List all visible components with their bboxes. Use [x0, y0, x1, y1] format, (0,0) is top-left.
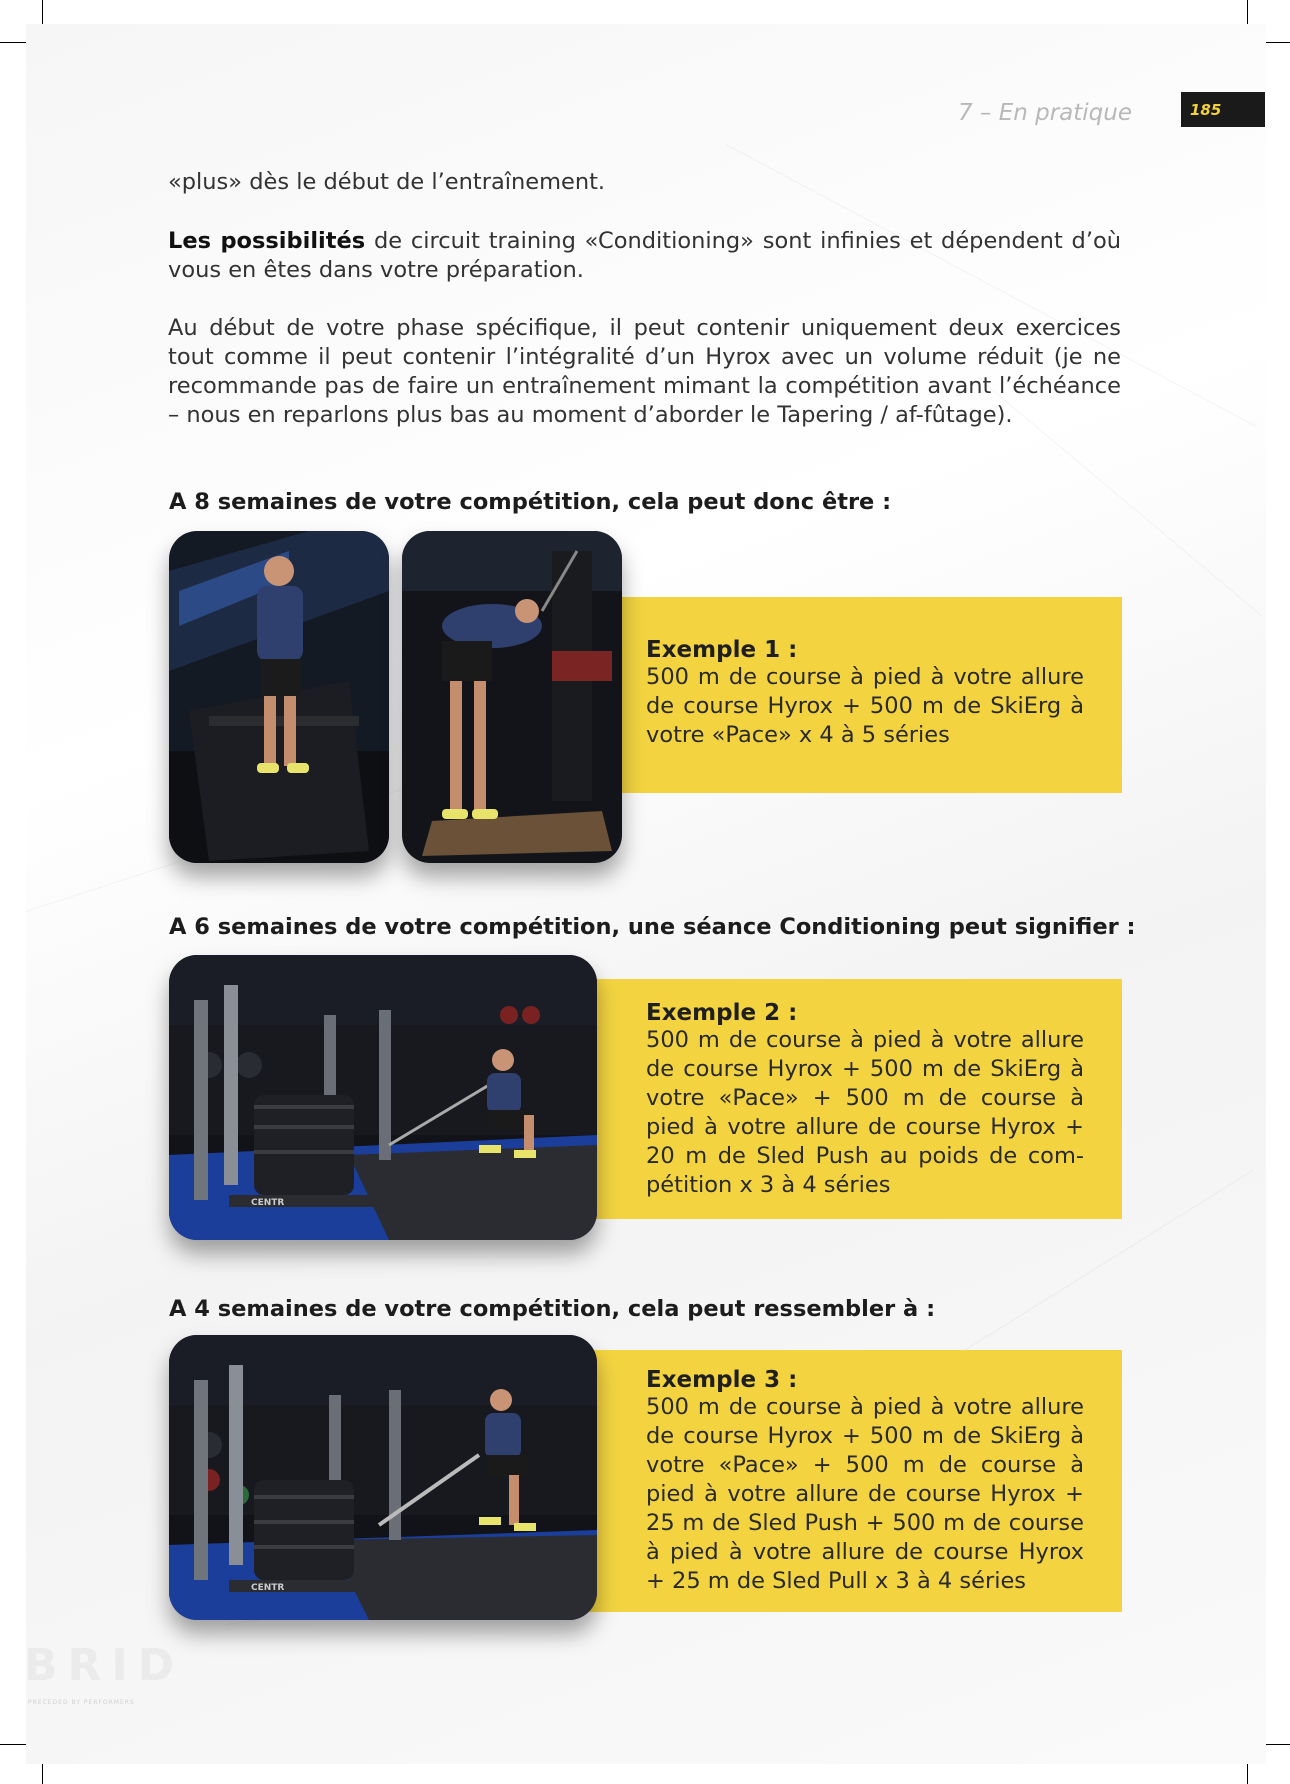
paragraph-phase: Au début de votre phase spécifique, il peut contenir uniquement deux exercices tout comme il peut contenir l’intégralité d’un Hyrox avec un volume réduit (je ne recommande pas de faire un entraînement mimant la compétition avant l’échéance – nous en reparlons plus bas au moment d’aborder le Tapering / af-fûtage).: [168, 315, 1121, 428]
page-number: 185: [1181, 92, 1265, 127]
example-body: 500 m de course à pied à votre allure de course Hyrox + 500 m de SkiErg à votre «Pace» + 500 m de course à pied à votre allure de course Hyrox + 25 m de Sled Push + 500 m de course à pied à votre allure de course Hyrox + 25 m de Sled Pull x 3 à 4 séries: [646, 1394, 1084, 1594]
example-body: 500 m de course à pied à votre allure de course Hyrox + 500 m de SkiErg à votre «Pace» + 500 m de course à pied à votre allure de course Hyrox + 20 m de Sled Push au poids de com-pétition x 3 à 4 séries: [646, 1027, 1084, 1198]
paragraph-text: de circuit training «Conditioning» sont infinies et dépendent d’où vous en êtes dans votre préparation.: [168, 228, 1121, 283]
example-title: Exemple 3 :: [646, 1367, 798, 1393]
crop-mark: [1264, 42, 1290, 43]
sled-brand: CENTR: [251, 1198, 285, 1208]
bold-lead: Les possibilités: [168, 228, 366, 254]
example-title: Exemple 2 :: [646, 1000, 798, 1026]
section-title: 7 – En pratique: [957, 100, 1132, 126]
photo-skierg: [402, 531, 622, 863]
crop-mark: [42, 0, 43, 26]
paragraph-possibilities: [168, 227, 1121, 285]
section-heading-4-weeks: A 4 semaines de votre compétition, cela peut ressembler à :: [169, 1296, 936, 1322]
crop-mark: [1264, 1744, 1290, 1745]
brand-logo: BRID: [24, 1640, 185, 1691]
sled-brand: CENTR: [251, 1583, 285, 1593]
example-box-2: [578, 979, 1122, 1219]
crop-mark: [1247, 0, 1248, 26]
example-box-1: [620, 597, 1122, 793]
example-body: 500 m de course à pied à votre allure de course Hyrox + 500 m de SkiErg à votre «Pace» x 4 à 5 séries: [646, 664, 1084, 748]
section-heading-8-weeks: A 8 semaines de votre compétition, cela peut donc être :: [169, 489, 892, 515]
example-title: Exemple 1 :: [646, 637, 798, 663]
paragraph-continuation: «plus» dès le début de l’entraînement.: [168, 169, 606, 195]
brand-tagline: PRECEDED BY PERFORMERS: [28, 1699, 135, 1706]
photo-sled-pull: [169, 1335, 597, 1620]
crop-mark: [0, 42, 26, 43]
section-heading-6-weeks: A 6 semaines de votre compétition, une séance Conditioning peut signifier :: [169, 914, 1136, 940]
example-box-3: [578, 1350, 1122, 1612]
crop-mark: [0, 1744, 26, 1745]
photo-sled-push: [169, 955, 597, 1240]
photo-treadmill: [169, 531, 389, 863]
